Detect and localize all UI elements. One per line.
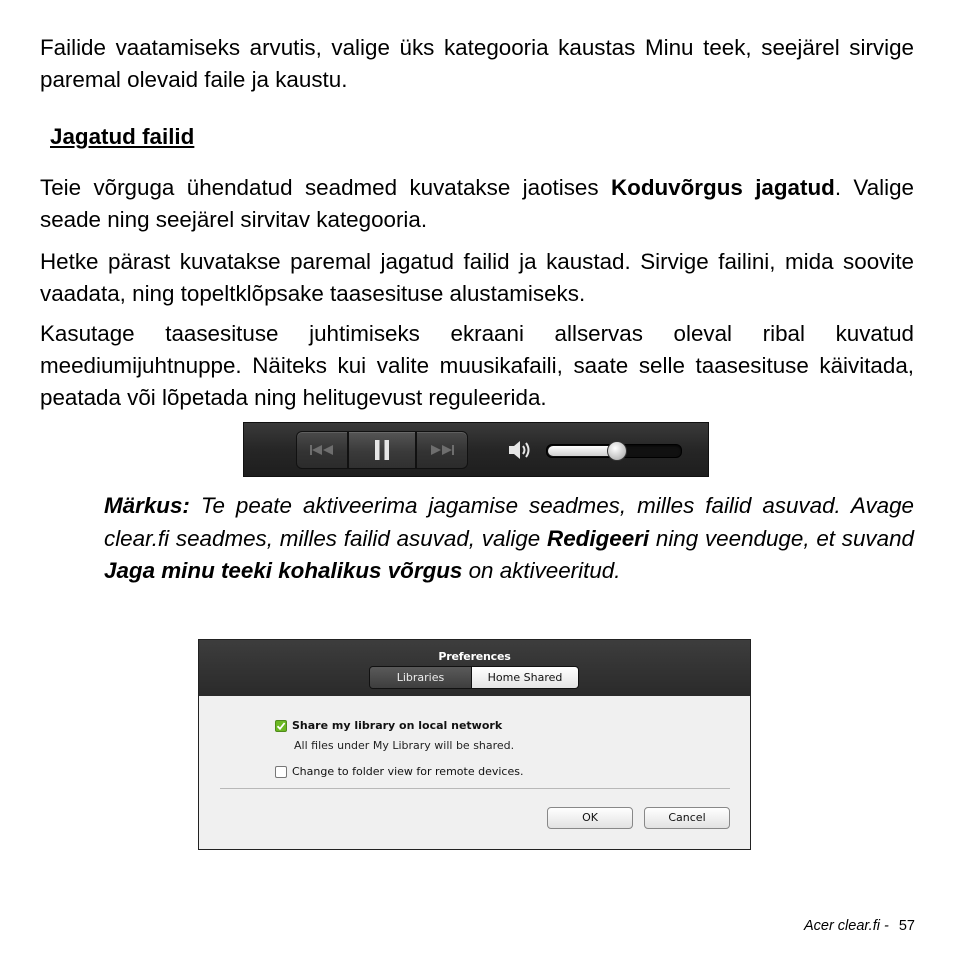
ok-button[interactable]: OK bbox=[547, 807, 633, 829]
folder-view-option[interactable] bbox=[275, 765, 523, 778]
dialog-header bbox=[199, 640, 750, 696]
paragraph-devices-text-2: . Valige seade ning seejärel sirvitav kategooria. bbox=[40, 175, 915, 232]
checkmark-icon bbox=[276, 721, 286, 731]
folder-view-label: Change to folder view for remote devices. bbox=[292, 765, 524, 778]
share-library-description: All files under My Library will be shared. bbox=[294, 739, 515, 752]
pause-icon bbox=[374, 439, 390, 461]
tab-libraries[interactable]: Libraries bbox=[370, 667, 472, 688]
paragraph-media-controls: Kasutage taasesituse juhtimiseks ekraani allservas oleval ribal kuvatud meediumijuhtnuppe. Näiteks kui valite muusikafaili, saate selle taasesituse käivitada, peatada või lõpetada ning helitugevust reguleerida. bbox=[40, 321, 914, 410]
dialog-divider bbox=[220, 788, 730, 789]
pause-button[interactable] bbox=[348, 431, 416, 469]
share-library-option[interactable] bbox=[275, 719, 502, 732]
speaker-icon[interactable] bbox=[508, 439, 532, 461]
next-button[interactable] bbox=[416, 431, 468, 469]
footer-title: Acer clear.fi - bbox=[803, 918, 893, 934]
volume-handle[interactable] bbox=[607, 441, 627, 461]
dialog-title: Preferences bbox=[438, 650, 511, 663]
note-label: Märkus: bbox=[104, 493, 190, 518]
media-player-bar bbox=[243, 422, 709, 477]
note-text-3: on aktiveeritud. bbox=[462, 558, 621, 583]
skip-previous-icon bbox=[309, 444, 335, 456]
paragraph-devices-text-1: Teie võrguga ühendatud seadmed kuvatakse jaotises bbox=[40, 175, 611, 200]
note-bold-option: Jaga minu teeki kohalikus võrgus bbox=[104, 558, 463, 583]
note-paragraph bbox=[104, 490, 914, 588]
tab-home-shared[interactable]: Home Shared bbox=[472, 667, 578, 688]
dialog-tabs bbox=[369, 666, 579, 689]
previous-button[interactable] bbox=[296, 431, 348, 469]
preferences-dialog bbox=[198, 639, 751, 850]
cancel-button[interactable]: Cancel bbox=[644, 807, 730, 829]
share-library-label: Share my library on local network bbox=[292, 719, 503, 732]
note-bold-edit: Redigeeri bbox=[547, 525, 650, 551]
page-footer bbox=[804, 918, 915, 934]
skip-next-icon bbox=[429, 444, 455, 456]
folder-view-checkbox[interactable] bbox=[275, 766, 287, 778]
paragraph-devices bbox=[40, 172, 914, 236]
volume-slider[interactable] bbox=[546, 444, 682, 458]
share-library-checkbox[interactable] bbox=[275, 720, 287, 732]
note-text-2: ning veenduge, et suvand bbox=[649, 525, 914, 551]
paragraph-shared-files: Hetke pärast kuvatakse paremal jagatud failid ja kaustad. Sirvige failini, mida soovite vaadata, ning topeltklõpsake taasesituse alustamiseks. bbox=[40, 249, 914, 306]
page-number: 57 bbox=[898, 918, 915, 934]
paragraph-devices-bold: Koduvõrgus jagatud bbox=[610, 175, 835, 200]
section-heading: Jagatud failid bbox=[50, 124, 195, 149]
intro-paragraph: Failide vaatamiseks arvutis, valige üks kategooria kaustas Minu teek, seejärel sirvige paremal olevaid faile ja kaustu. bbox=[40, 35, 914, 92]
note-text-1: Te peate aktiveerima jagamise seadmes, milles failid asuvad. Avage clear.fi seadmes, milles failid asuvad, valige bbox=[104, 493, 914, 551]
